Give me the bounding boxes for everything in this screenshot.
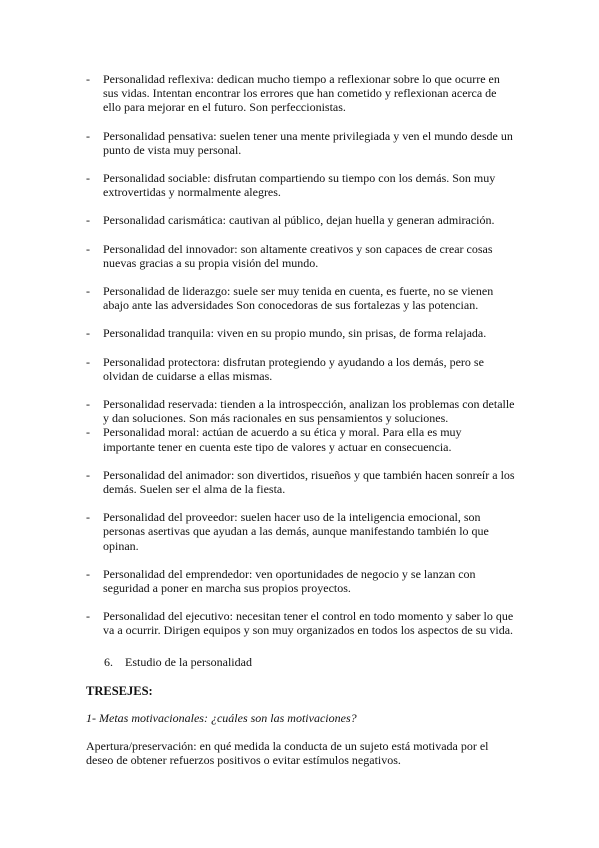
list-item [86,326,516,340]
list-bullet-dash: - [86,72,90,86]
list-item [86,242,516,270]
list-bullet-dash: - [86,510,90,525]
list-bullet-dash: - [86,241,90,256]
list-item-text: Personalidad del animador: son divertidos, risueños y que también hacen sonreír a los demás. Suelen ser el alma de la fiesta. [103,467,515,497]
list-item-text: Personalidad sociable: disfrutan compartiendo su tiempo con los demás. Son muy extrovertidas y normalmente alegres. [103,171,496,200]
numbered-heading-text: Estudio de la personalidad [125,655,252,669]
list-bullet-dash: - [86,425,90,440]
list-bullet-dash: - [86,566,90,581]
list-item [86,284,516,312]
list-bullet-dash: - [86,213,90,228]
list-item [86,567,516,595]
numbered-heading-number: 6. [104,655,113,669]
list-bullet-dash: - [86,467,90,482]
list-item [86,468,516,496]
list-item-text: Personalidad del emprendedor: ven oportunidades de negocio y se lanzan con seguridad a poner en marcha sus propios proyectos. [103,566,476,596]
list-bullet-dash: - [86,397,90,412]
section-heading: TRESEJES: [86,684,153,698]
personality-list [86,72,516,638]
list-item [86,609,516,637]
list-bullet-dash: - [86,284,90,299]
list-item-text: Personalidad del innovador: son altamente creativos y son capaces de crear cosas nuevas gracias a su propia visión del mundo. [103,241,493,270]
numbered-heading [104,655,252,669]
list-item-text: Personalidad del proveedor: suelen hacer uso de la inteligencia emocional, son personas asertivas que ayudan a las demás, aunque manifestando también lo que opinan. [103,510,489,553]
list-item-text: Personalidad reflexiva: dedican mucho tiempo a reflexionar sobre lo que ocurre en sus vidas. Intentan encontrar los errores que han cometido y reflexionan acerca de ello para mejorar en el futuro. Son perfeccionistas. [103,72,500,115]
list-item [86,171,516,199]
list-item-text: Personalidad pensativa: suelen tener una mente privilegiada y ven el mundo desde un punto de vista muy personal. [103,128,513,157]
list-bullet-dash: - [86,609,90,624]
list-bullet-dash: - [86,171,90,186]
list-item-text: Personalidad reservada: tienden a la introspección, analizan los problemas con detalle y dan soluciones. Son más racionales en sus pensamientos y soluciones. [103,397,515,426]
list-bullet-dash: - [86,326,90,341]
list-item [86,425,516,453]
section-subheading: 1- Metas motivacionales: ¿cuáles son las motivaciones? [86,711,357,725]
list-item-text: Personalidad tranquila: viven en su propio mundo, sin prisas, de forma relajada. [103,326,487,341]
list-item [86,129,516,157]
list-item [86,72,516,115]
list-item [86,510,516,553]
list-item-text: Personalidad carismática: cautivan al público, dejan huella y generan admiración. [103,213,495,228]
list-item-text: Personalidad de liderazgo: suele ser muy tenida en cuenta, es fuerte, no se vienen abajo ante las adversidades Son conocedoras de sus fortalezas y las potencian. [103,284,494,313]
list-bullet-dash: - [86,128,90,143]
list-item [86,355,516,383]
list-bullet-dash: - [86,354,90,369]
list-item-text: Personalidad del ejecutivo: necesitan tener el control en todo momento y saber lo que va a ocurrir. Dirigen equipos y son muy organizados en todos los aspectos de su vida. [103,609,514,638]
list-item-text: Personalidad protectora: disfrutan protegiendo y ayudando a los demás, pero se olvidan de cuidarse a ellas mismas. [103,354,484,383]
list-item [86,213,516,227]
list-item-text: Personalidad moral: actúan de acuerdo a su ética y moral. Para ella es muy importante tener en cuenta este tipo de valores y actuar en consecuencia. [103,425,462,454]
body-paragraph: Apertura/preservación: en qué medida la conducta de un sujeto está motivada por el deseo de obtener refuerzos positivos o evitar estímulos negativos. [86,739,489,768]
list-item [86,397,516,425]
